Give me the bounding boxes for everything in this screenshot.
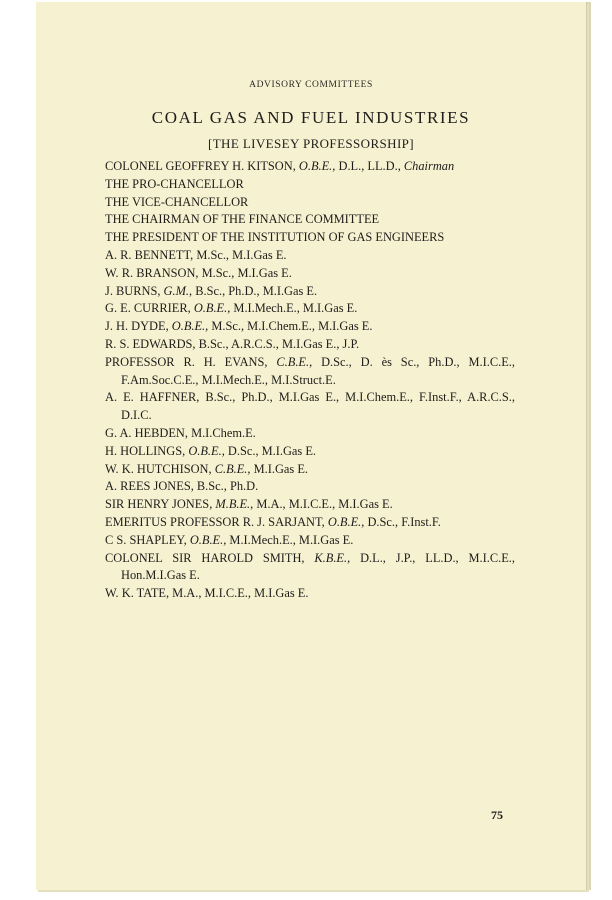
member-entry — [105, 336, 515, 354]
member-qualifications: B.Sc., A.R.C.S., M.I.Gas E., J.P. — [198, 336, 360, 351]
member-name: THE CHAIRMAN OF THE FINANCE COMMITTEE — [105, 212, 380, 227]
member-honours: K.B.E., — [314, 550, 351, 565]
member-entry — [105, 496, 515, 514]
member-entry — [105, 354, 515, 390]
page-number: 75 — [491, 808, 503, 822]
member-qualifications: M.Sc., M.I.Gas E. — [196, 247, 287, 262]
member-entry — [105, 194, 515, 212]
member-entry — [105, 247, 515, 265]
member-name: G. E. CURRIER, — [105, 301, 191, 316]
member-entry — [105, 585, 515, 603]
member-name: A. R. BENNETT, — [105, 247, 194, 262]
member-entry — [105, 425, 515, 443]
member-name: C S. SHAPLEY, — [105, 532, 187, 547]
member-name: J. H. DYDE, — [105, 319, 169, 334]
member-honours: C.B.E., — [276, 354, 313, 369]
member-qualifications: M.I.Mech.E., M.I.Gas E. — [229, 532, 354, 547]
member-qualifications: M.I.Mech.E., M.I.Gas E. — [233, 301, 358, 316]
member-qualifications: D.Sc., D. ès Sc., Ph.D., M.I.C.E., F.Am.Soc.C.E., M.I.Mech.E., M.I.Struct.E. — [121, 354, 515, 387]
member-qualifications: M.Sc., M.I.Gas E. — [201, 265, 292, 280]
member-entry — [105, 514, 515, 532]
member-name: A. E. HAFFNER, — [105, 390, 200, 405]
member-name: W. R. BRANSON, — [105, 265, 199, 280]
member-entry — [105, 532, 515, 550]
member-qualifications: M.A., M.I.C.E., M.I.Gas E. — [256, 497, 393, 512]
member-entry — [105, 318, 515, 336]
member-qualifications: D.L., J.P., LL.D., M.I.C.E., Hon.M.I.Gas E. — [121, 550, 515, 583]
member-entry — [105, 389, 515, 425]
member-role: Chairman — [403, 159, 455, 173]
member-name: THE PRESIDENT OF THE INSTITUTION OF GAS ENGINEERS — [105, 230, 445, 245]
member-qualifications: M.A., M.I.C.E., M.I.Gas E. — [172, 586, 309, 601]
member-qualifications: M.Sc., M.I.Chem.E., M.I.Gas E. — [211, 319, 373, 334]
member-entry — [105, 443, 515, 461]
member-honours: O.B.E., — [171, 319, 209, 334]
member-name: PROFESSOR R. H. EVANS, — [105, 354, 268, 369]
book-page — [36, 2, 587, 890]
member-name: A. REES JONES, — [105, 479, 194, 494]
member-name: H. HOLLINGS, — [105, 443, 186, 458]
member-list — [105, 158, 515, 603]
member-entry — [105, 158, 515, 176]
member-entry — [105, 550, 515, 586]
member-name: W. K. TATE, — [105, 586, 170, 601]
member-name: SIR HENRY JONES, — [105, 497, 213, 512]
member-entry — [105, 265, 515, 283]
member-honours: O.B.E., — [193, 301, 231, 316]
member-entry — [105, 176, 515, 194]
member-honours: O.B.E., — [327, 514, 365, 529]
member-entry — [105, 211, 515, 229]
member-qualifications: D.Sc., M.I.Gas E. — [227, 443, 317, 458]
member-entry — [105, 300, 515, 318]
member-name: EMERITUS PROFESSOR R. J. SARJANT, — [105, 514, 325, 529]
member-honours: C.B.E., — [214, 461, 251, 476]
member-name: COLONEL GEOFFREY H. KITSON, — [105, 159, 296, 173]
member-name: THE PRO-CHANCELLOR — [105, 176, 244, 191]
member-name: THE VICE-CHANCELLOR — [105, 194, 249, 209]
member-qualifications: M.I.Gas E. — [253, 461, 308, 476]
member-entry — [105, 283, 515, 301]
member-honours: O.B.E., — [189, 532, 227, 547]
member-qualifications: B.Sc., Ph.D., M.I.Gas E., M.I.Chem.E., F.Inst.F., A.R.C.S., D.I.C. — [121, 390, 515, 423]
member-qualifications: B.Sc., Ph.D. — [196, 479, 259, 494]
member-name: G. A. HEBDEN, — [105, 425, 188, 440]
member-name: COLONEL SIR HAROLD SMITH, — [105, 550, 305, 565]
member-entry — [105, 461, 515, 479]
member-entry — [105, 478, 515, 496]
running-head: ADVISORY COMMITTEES — [249, 80, 373, 90]
member-entry — [105, 229, 515, 247]
member-name: J. BURNS, — [105, 283, 161, 298]
section-subtitle: [THE LIVESEY PROFESSORSHIP] — [207, 136, 415, 151]
section-title: COAL GAS AND FUEL INDUSTRIES — [151, 108, 471, 127]
member-honours: M.B.E., — [215, 497, 254, 512]
member-qualifications: M.I.Chem.E. — [191, 425, 256, 440]
member-honours: G.M., — [163, 283, 193, 298]
member-qualifications: D.Sc., F.Inst.F. — [367, 514, 441, 529]
member-name: R. S. EDWARDS, — [105, 336, 196, 351]
member-name: W. K. HUTCHISON, — [105, 461, 212, 476]
member-honours: O.B.E., — [298, 159, 336, 173]
member-honours: O.B.E., — [188, 443, 225, 458]
member-qualifications: D.L., LL.D., — [338, 159, 401, 173]
member-qualifications: B.Sc., Ph.D., M.I.Gas E. — [195, 283, 318, 298]
